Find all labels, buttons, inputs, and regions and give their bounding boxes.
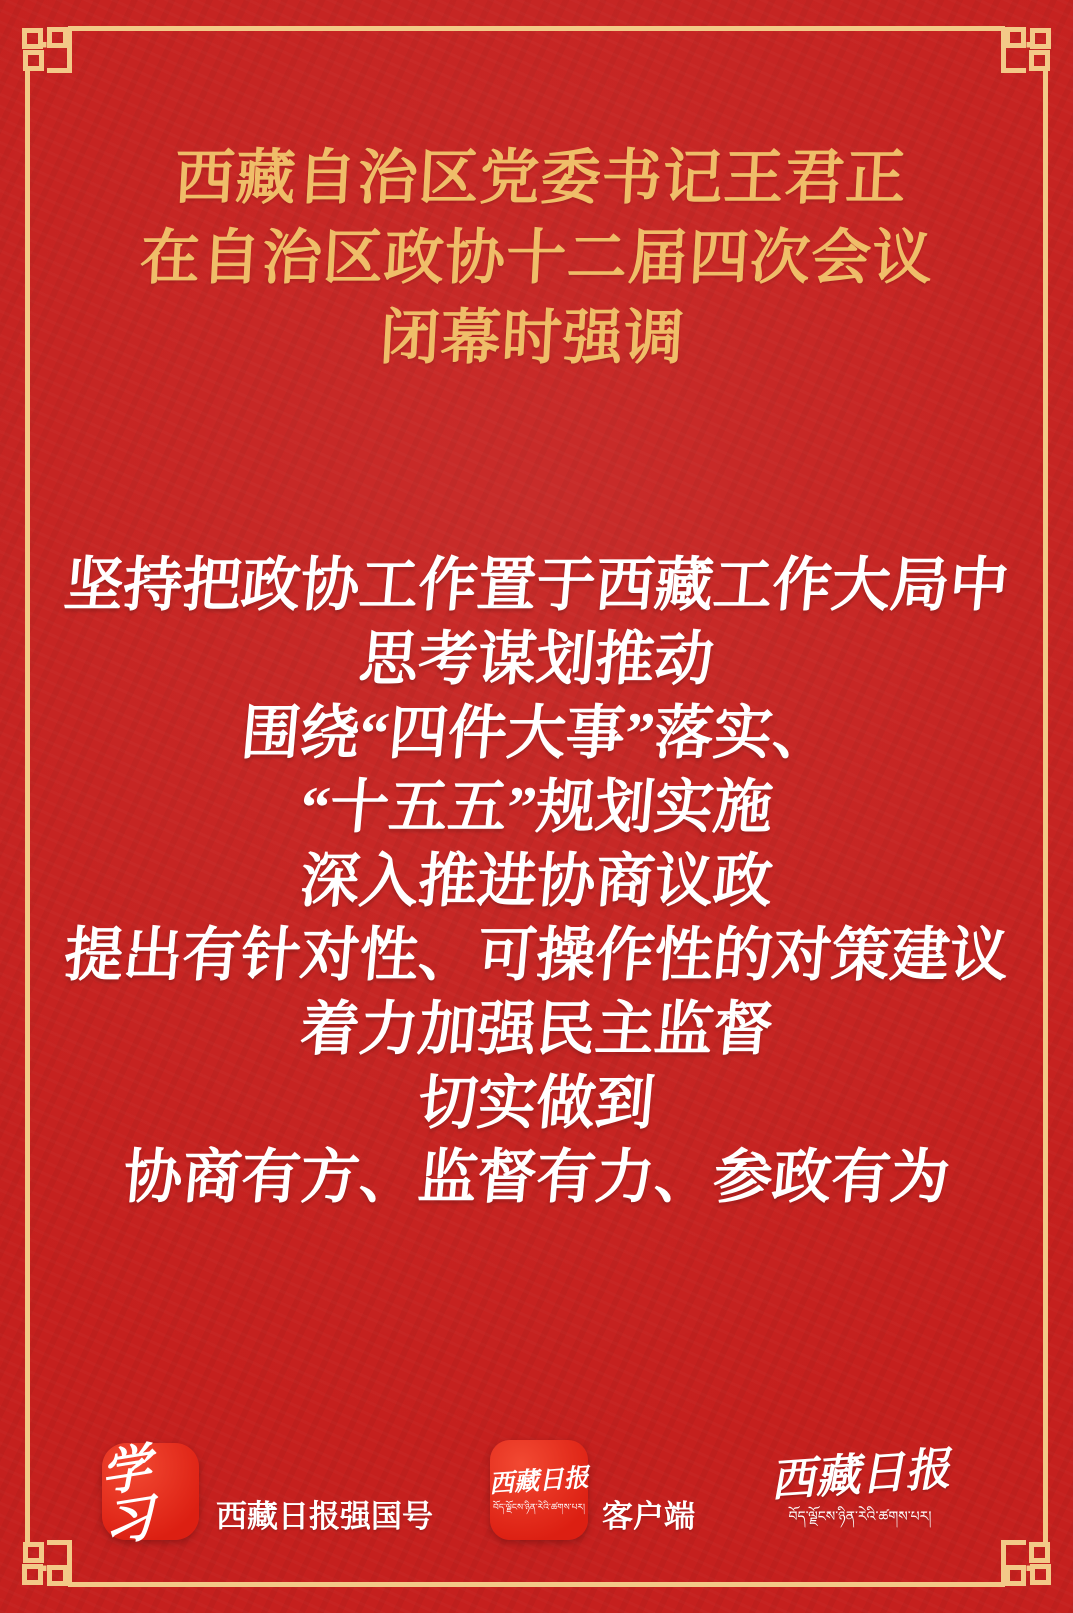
frame-border-bottom: [68, 1582, 1005, 1587]
tibet-daily-masthead-calligraphy: 西藏日报: [768, 1443, 952, 1507]
body-line-9: 协商有方、监督有力、参政有为: [120, 1144, 953, 1210]
frame-border-top: [68, 26, 1005, 31]
corner-ornament-icon: [20, 23, 100, 103]
tibet-daily-icon-calligraphy: 西藏日报: [488, 1464, 590, 1498]
xuexi-channel-label: 西藏日报强国号: [216, 1499, 433, 1534]
body-line-7: 着力加强民主监督: [297, 996, 776, 1062]
client-label: 客户端: [602, 1499, 695, 1534]
body-line-6: 提出有针对性、可操作性的对策建议: [61, 922, 1012, 988]
body-line-5: 深入推进协商议政: [297, 848, 776, 914]
xuexi-app-icon: [99, 1438, 199, 1553]
body-line-1: 坚持把政协工作置于西藏工作大局中: [61, 552, 1012, 618]
title-line-1: 西藏自治区党委书记王君正: [172, 144, 909, 211]
tibet-daily-app-icon: [490, 1440, 588, 1540]
tibet-daily-masthead: [768, 1443, 952, 1525]
tibet-daily-masthead-tibetan-script: བོད་ལྗོངས་ཉིན་རེའི་ཚགས་པར།: [788, 1508, 932, 1524]
poster-title: [0, 138, 1073, 378]
corner-ornament-icon: [973, 1510, 1053, 1590]
corner-ornament-icon: [973, 23, 1053, 103]
body-line-8: 切实做到: [415, 1070, 658, 1136]
xuexi-qiangguo-badge: [99, 1438, 433, 1553]
tibet-daily-icon-tibetan-script: བོད་ལྗོངས་ཉིན་རེའི་ཚགས་པར།: [493, 1501, 585, 1512]
xuexi-icon-calligraphy: 学习: [99, 1438, 155, 1553]
title-line-3: 闭幕时强调: [378, 304, 687, 371]
corner-ornament-icon: [20, 1510, 100, 1590]
body-line-2: 思考谋划推动: [356, 626, 717, 692]
title-line-2: 在自治区政协十二届四次会议: [138, 224, 935, 291]
poster-body: [0, 548, 1073, 1214]
body-line-4: “十五五”规划实施: [297, 774, 776, 840]
body-line-3: 围绕“四件大事”落实、: [238, 700, 835, 766]
tibet-daily-client-badge: [490, 1440, 695, 1540]
